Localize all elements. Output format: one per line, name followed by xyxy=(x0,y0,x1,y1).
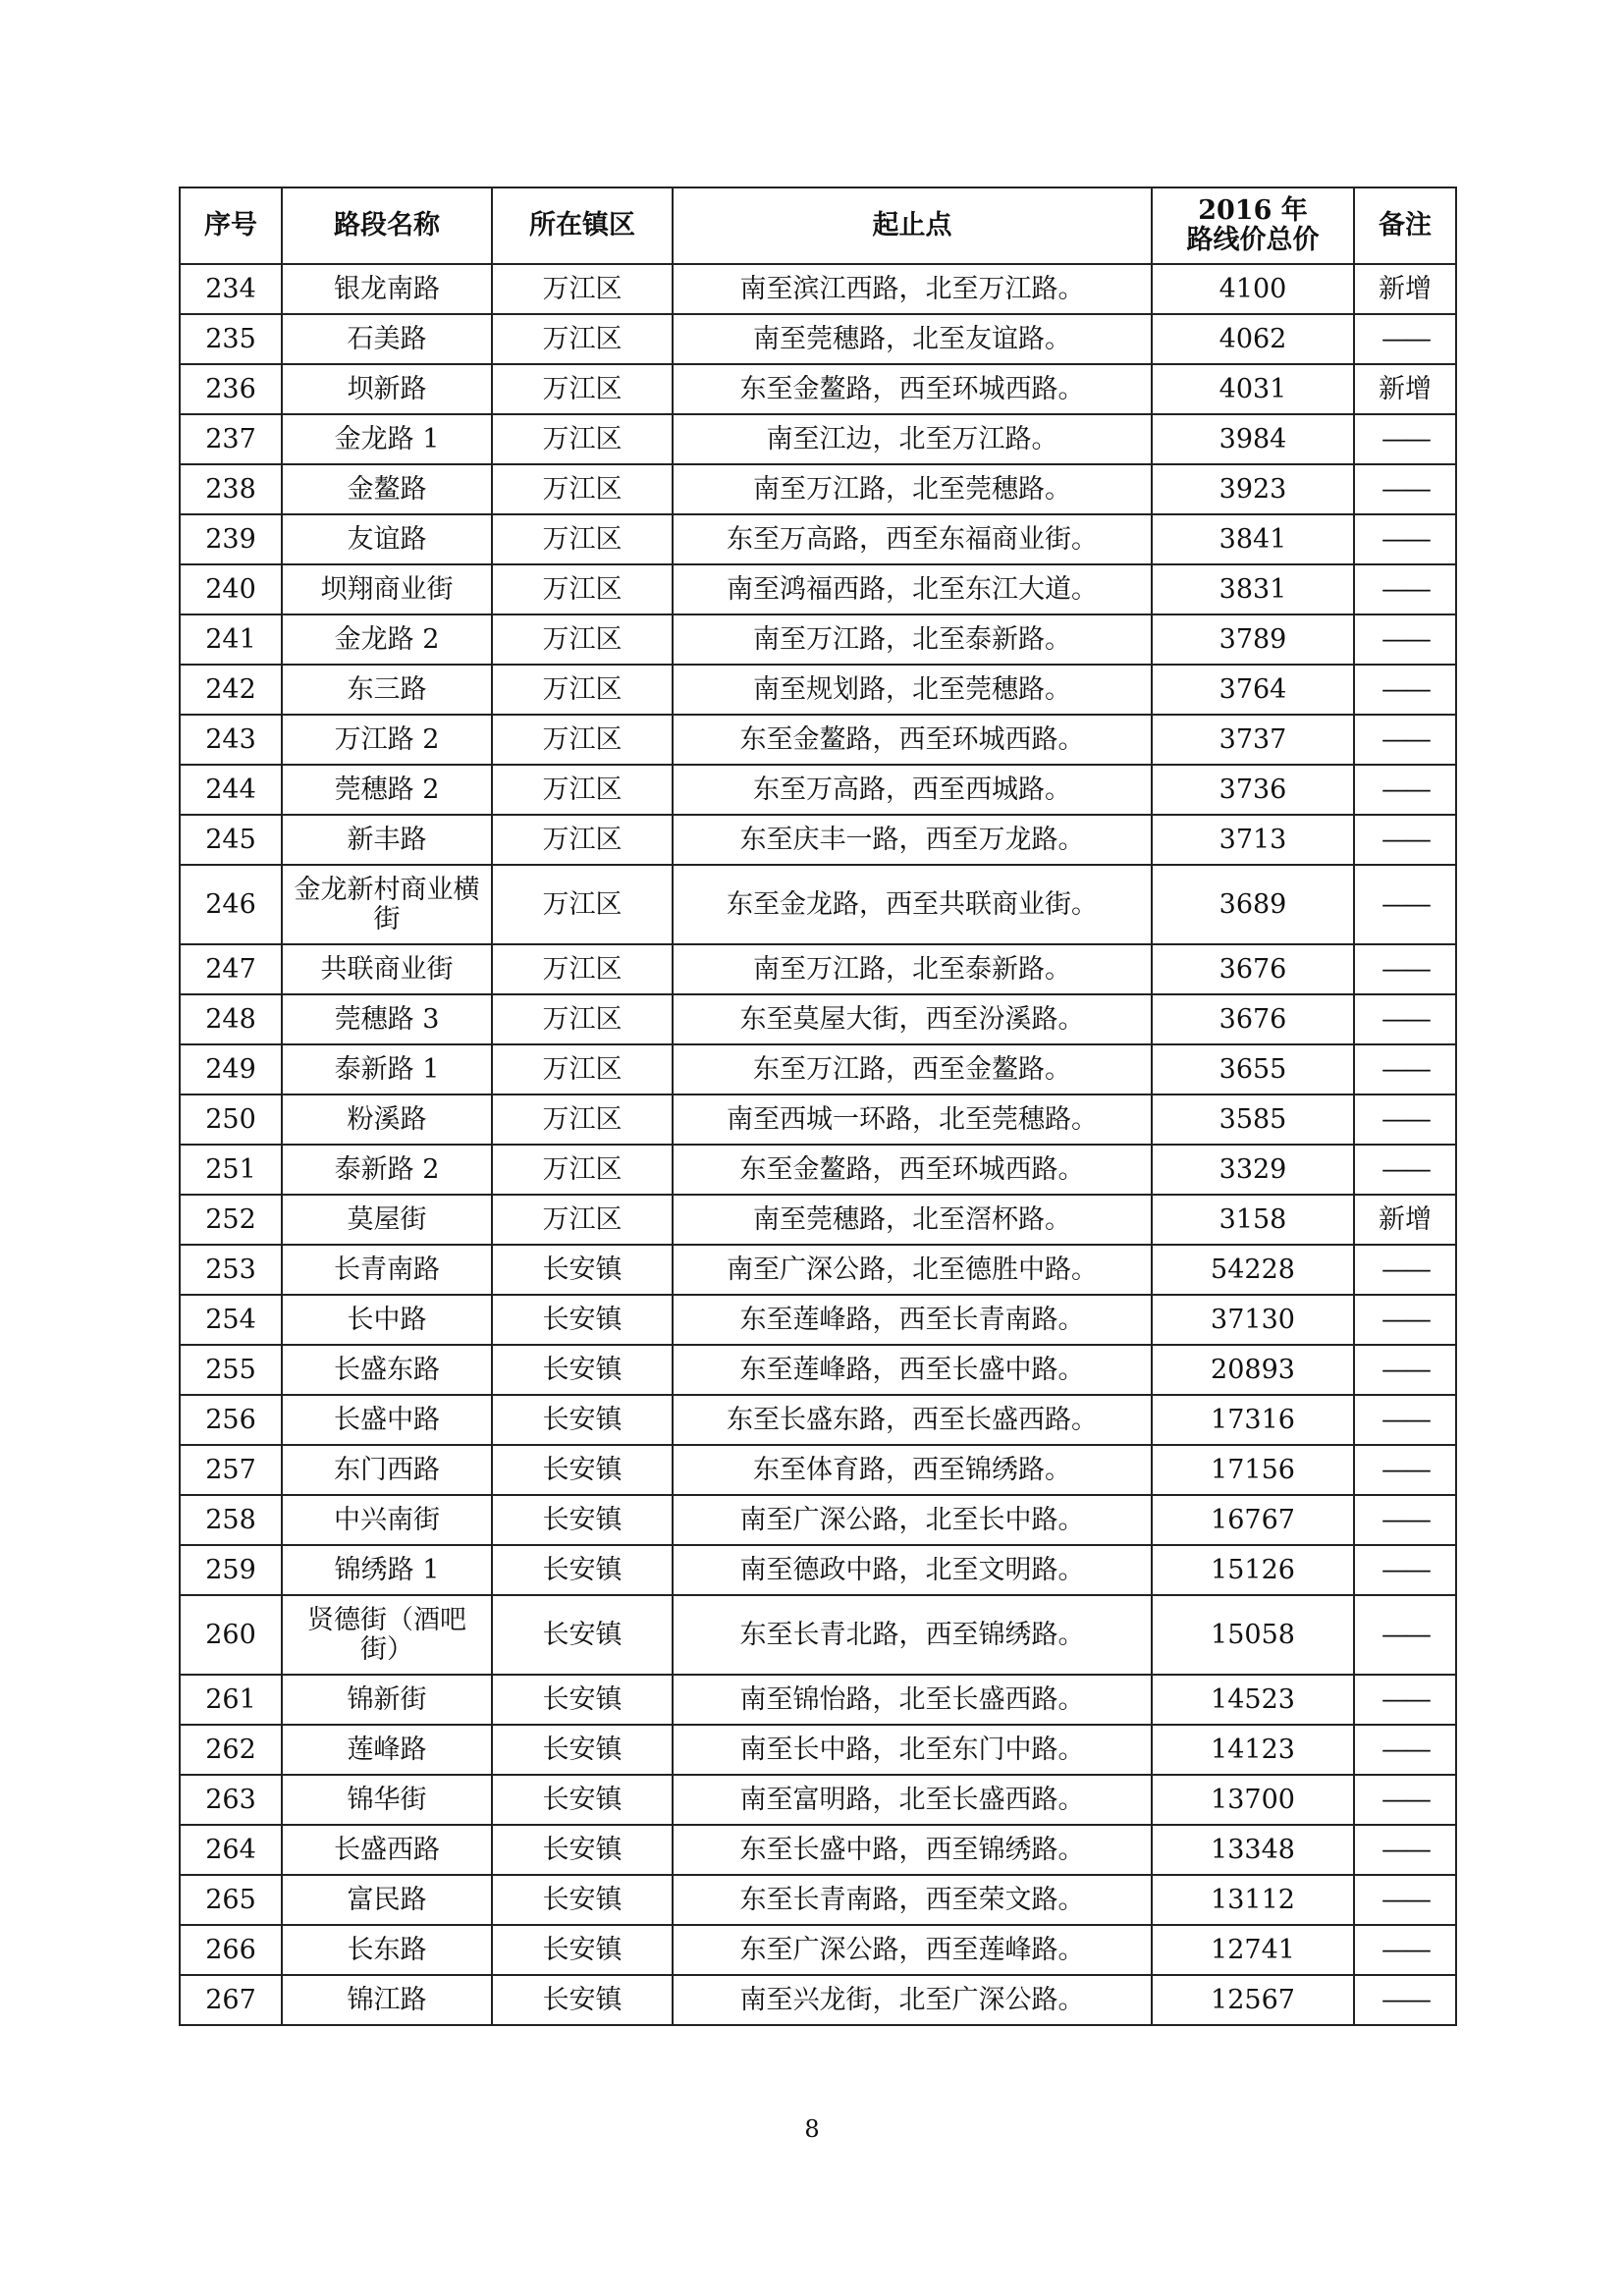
cell-note: —— xyxy=(1354,1245,1456,1295)
cell-price: 20893 xyxy=(1152,1345,1354,1395)
cell-price: 3737 xyxy=(1152,715,1354,765)
table-row xyxy=(180,1875,1456,1925)
table-row xyxy=(180,1825,1456,1875)
cell-start-end: 东至万高路，西至西城路。 xyxy=(673,765,1152,815)
table-row xyxy=(180,514,1456,564)
cell-start-end: 南至富明路，北至长盛西路。 xyxy=(673,1775,1152,1825)
cell-index: 250 xyxy=(180,1095,282,1145)
cell-index: 240 xyxy=(180,564,282,614)
cell-start-end: 南至德政中路，北至文明路。 xyxy=(673,1545,1152,1595)
cell-road-name: 东门西路 xyxy=(282,1445,492,1495)
header-price-year: 2016 年 xyxy=(1198,195,1308,226)
table-row xyxy=(180,1095,1456,1145)
cell-road-name: 长青南路 xyxy=(282,1245,492,1295)
cell-note: —— xyxy=(1354,665,1456,715)
cell-district: 万江区 xyxy=(492,1044,673,1095)
cell-index: 254 xyxy=(180,1295,282,1345)
cell-start-end: 东至金鳌路，西至环城西路。 xyxy=(673,1145,1152,1195)
cell-district: 万江区 xyxy=(492,264,673,314)
cell-district: 长安镇 xyxy=(492,1495,673,1545)
cell-price: 12741 xyxy=(1152,1925,1354,1975)
table-row xyxy=(180,464,1456,514)
cell-road-name: 泰新路 2 xyxy=(282,1145,492,1195)
cell-start-end: 东至庆丰一路，西至万龙路。 xyxy=(673,815,1152,865)
cell-start-end: 南至江边，北至万江路。 xyxy=(673,414,1152,464)
cell-index: 242 xyxy=(180,665,282,715)
cell-district: 万江区 xyxy=(492,994,673,1044)
cell-road-name: 友谊路 xyxy=(282,514,492,564)
table-row xyxy=(180,364,1456,414)
cell-start-end: 南至兴龙街，北至广深公路。 xyxy=(673,1975,1152,2025)
cell-district: 长安镇 xyxy=(492,1825,673,1875)
cell-index: 253 xyxy=(180,1245,282,1295)
table-row xyxy=(180,1975,1456,2025)
table-row xyxy=(180,1195,1456,1245)
cell-note: —— xyxy=(1354,1875,1456,1925)
cell-road-name: 锦华街 xyxy=(282,1775,492,1825)
cell-district: 长安镇 xyxy=(492,1725,673,1775)
cell-district: 万江区 xyxy=(492,364,673,414)
table-row xyxy=(180,1595,1456,1675)
cell-note: —— xyxy=(1354,865,1456,944)
cell-district: 长安镇 xyxy=(492,1675,673,1725)
cell-note: —— xyxy=(1354,314,1456,364)
cell-index: 234 xyxy=(180,264,282,314)
cell-price: 3831 xyxy=(1152,564,1354,614)
cell-index: 248 xyxy=(180,994,282,1044)
table-row xyxy=(180,1445,1456,1495)
cell-road-name: 长中路 xyxy=(282,1295,492,1345)
cell-price: 37130 xyxy=(1152,1295,1354,1345)
cell-price: 3655 xyxy=(1152,1044,1354,1095)
header-price xyxy=(1152,187,1354,264)
cell-price: 3736 xyxy=(1152,765,1354,815)
cell-start-end: 东至金龙路，西至共联商业街。 xyxy=(673,865,1152,944)
cell-start-end: 南至万江路，北至泰新路。 xyxy=(673,944,1152,994)
cell-district: 长安镇 xyxy=(492,1245,673,1295)
cell-start-end: 东至莲峰路，西至长青南路。 xyxy=(673,1295,1152,1345)
header-start-end: 起止点 xyxy=(673,187,1152,264)
cell-start-end: 东至长盛中路，西至锦绣路。 xyxy=(673,1825,1152,1875)
cell-road-name: 万江路 2 xyxy=(282,715,492,765)
table-row xyxy=(180,564,1456,614)
cell-district: 万江区 xyxy=(492,815,673,865)
table-body xyxy=(180,264,1456,2025)
cell-price: 13700 xyxy=(1152,1775,1354,1825)
cell-note: 新增 xyxy=(1354,264,1456,314)
table-row xyxy=(180,1295,1456,1345)
cell-index: 249 xyxy=(180,1044,282,1095)
cell-index: 255 xyxy=(180,1345,282,1395)
cell-road-name: 锦新街 xyxy=(282,1675,492,1725)
road-price-table xyxy=(179,187,1457,2026)
cell-note: —— xyxy=(1354,1545,1456,1595)
cell-road-name: 贤德街（酒吧街） xyxy=(282,1595,492,1675)
cell-road-name: 中兴南街 xyxy=(282,1495,492,1545)
cell-road-name: 石美路 xyxy=(282,314,492,364)
cell-price: 15126 xyxy=(1152,1545,1354,1595)
table-row xyxy=(180,865,1456,944)
cell-index: 235 xyxy=(180,314,282,364)
cell-district: 长安镇 xyxy=(492,1345,673,1395)
table-row xyxy=(180,314,1456,364)
cell-road-name: 莞穗路 3 xyxy=(282,994,492,1044)
cell-start-end: 南至莞穗路，北至滘杯路。 xyxy=(673,1195,1152,1245)
cell-price: 3689 xyxy=(1152,865,1354,944)
cell-index: 257 xyxy=(180,1445,282,1495)
cell-note: —— xyxy=(1354,614,1456,665)
table-row xyxy=(180,1495,1456,1545)
cell-district: 万江区 xyxy=(492,665,673,715)
cell-road-name: 莫屋街 xyxy=(282,1195,492,1245)
cell-price: 3713 xyxy=(1152,815,1354,865)
cell-district: 万江区 xyxy=(492,765,673,815)
cell-start-end: 南至广深公路，北至长中路。 xyxy=(673,1495,1152,1545)
cell-start-end: 东至莲峰路，西至长盛中路。 xyxy=(673,1345,1152,1395)
cell-note: —— xyxy=(1354,1595,1456,1675)
table-row xyxy=(180,815,1456,865)
cell-price: 3984 xyxy=(1152,414,1354,464)
table-row xyxy=(180,1675,1456,1725)
cell-road-name: 泰新路 1 xyxy=(282,1044,492,1095)
cell-price: 16767 xyxy=(1152,1495,1354,1545)
cell-district: 万江区 xyxy=(492,464,673,514)
cell-note: —— xyxy=(1354,1345,1456,1395)
cell-district: 长安镇 xyxy=(492,1775,673,1825)
cell-road-name: 锦江路 xyxy=(282,1975,492,2025)
cell-start-end: 东至金鳌路，西至环城西路。 xyxy=(673,715,1152,765)
cell-index: 258 xyxy=(180,1495,282,1545)
cell-start-end: 南至万江路，北至泰新路。 xyxy=(673,614,1152,665)
cell-price: 3158 xyxy=(1152,1195,1354,1245)
cell-index: 263 xyxy=(180,1775,282,1825)
cell-index: 238 xyxy=(180,464,282,514)
cell-district: 长安镇 xyxy=(492,1925,673,1975)
table-row xyxy=(180,994,1456,1044)
cell-price: 12567 xyxy=(1152,1975,1354,2025)
cell-start-end: 东至长盛东路，西至长盛西路。 xyxy=(673,1395,1152,1445)
cell-note: —— xyxy=(1354,715,1456,765)
cell-index: 256 xyxy=(180,1395,282,1445)
table-row xyxy=(180,414,1456,464)
cell-price: 13112 xyxy=(1152,1875,1354,1925)
table-row xyxy=(180,1145,1456,1195)
cell-note: —— xyxy=(1354,1675,1456,1725)
cell-price: 3764 xyxy=(1152,665,1354,715)
cell-road-name: 粉溪路 xyxy=(282,1095,492,1145)
cell-start-end: 南至滨江西路，北至万江路。 xyxy=(673,264,1152,314)
cell-start-end: 南至广深公路，北至德胜中路。 xyxy=(673,1245,1152,1295)
cell-index: 262 xyxy=(180,1725,282,1775)
table-row xyxy=(180,1044,1456,1095)
cell-road-name: 长盛东路 xyxy=(282,1345,492,1395)
cell-price: 3841 xyxy=(1152,514,1354,564)
cell-start-end: 东至长青北路，西至锦绣路。 xyxy=(673,1595,1152,1675)
cell-road-name: 银龙南路 xyxy=(282,264,492,314)
cell-road-name: 锦绣路 1 xyxy=(282,1545,492,1595)
cell-index: 236 xyxy=(180,364,282,414)
table-row xyxy=(180,944,1456,994)
cell-note: —— xyxy=(1354,414,1456,464)
cell-price: 3329 xyxy=(1152,1145,1354,1195)
header-index: 序号 xyxy=(180,187,282,264)
table-row xyxy=(180,1775,1456,1825)
cell-district: 万江区 xyxy=(492,1145,673,1195)
cell-road-name: 长盛西路 xyxy=(282,1825,492,1875)
cell-note: —— xyxy=(1354,1775,1456,1825)
cell-start-end: 东至体育路，西至锦绣路。 xyxy=(673,1445,1152,1495)
cell-district: 万江区 xyxy=(492,564,673,614)
cell-note: 新增 xyxy=(1354,364,1456,414)
cell-road-name: 长盛中路 xyxy=(282,1395,492,1445)
cell-index: 260 xyxy=(180,1595,282,1675)
cell-index: 247 xyxy=(180,944,282,994)
cell-district: 万江区 xyxy=(492,865,673,944)
cell-district: 万江区 xyxy=(492,514,673,564)
cell-district: 万江区 xyxy=(492,1095,673,1145)
table-row xyxy=(180,1395,1456,1445)
cell-district: 长安镇 xyxy=(492,1595,673,1675)
cell-district: 长安镇 xyxy=(492,1295,673,1345)
cell-start-end: 南至西城一环路，北至莞穗路。 xyxy=(673,1095,1152,1145)
cell-price: 4062 xyxy=(1152,314,1354,364)
cell-price: 3676 xyxy=(1152,944,1354,994)
cell-road-name: 莞穗路 2 xyxy=(282,765,492,815)
cell-note: —— xyxy=(1354,1095,1456,1145)
cell-start-end: 南至鸿福西路，北至东江大道。 xyxy=(673,564,1152,614)
cell-note: —— xyxy=(1354,994,1456,1044)
cell-price: 54228 xyxy=(1152,1245,1354,1295)
cell-index: 241 xyxy=(180,614,282,665)
cell-start-end: 南至万江路，北至莞穗路。 xyxy=(673,464,1152,514)
cell-note: —— xyxy=(1354,1975,1456,2025)
cell-index: 244 xyxy=(180,765,282,815)
cell-note: 新增 xyxy=(1354,1195,1456,1245)
cell-note: —— xyxy=(1354,464,1456,514)
cell-price: 14523 xyxy=(1152,1675,1354,1725)
cell-district: 长安镇 xyxy=(492,1975,673,2025)
cell-road-name: 富民路 xyxy=(282,1875,492,1925)
cell-start-end: 东至广深公路，西至莲峰路。 xyxy=(673,1925,1152,1975)
cell-start-end: 南至锦怡路，北至长盛西路。 xyxy=(673,1675,1152,1725)
cell-district: 长安镇 xyxy=(492,1545,673,1595)
cell-price: 4100 xyxy=(1152,264,1354,314)
cell-note: —— xyxy=(1354,815,1456,865)
cell-index: 243 xyxy=(180,715,282,765)
cell-price: 3923 xyxy=(1152,464,1354,514)
table-row xyxy=(180,1725,1456,1775)
table-row xyxy=(180,264,1456,314)
table-row xyxy=(180,715,1456,765)
cell-district: 长安镇 xyxy=(492,1395,673,1445)
cell-price: 15058 xyxy=(1152,1595,1354,1675)
cell-price: 3789 xyxy=(1152,614,1354,665)
cell-start-end: 东至万江路，西至金鳌路。 xyxy=(673,1044,1152,1095)
cell-road-name: 坝新路 xyxy=(282,364,492,414)
table-row xyxy=(180,1545,1456,1595)
cell-note: —— xyxy=(1354,944,1456,994)
cell-index: 252 xyxy=(180,1195,282,1245)
header-price-label: 路线价总价 xyxy=(1186,225,1320,255)
cell-road-name: 莲峰路 xyxy=(282,1725,492,1775)
cell-price: 17316 xyxy=(1152,1395,1354,1445)
cell-index: 261 xyxy=(180,1675,282,1725)
table-row xyxy=(180,1245,1456,1295)
cell-index: 259 xyxy=(180,1545,282,1595)
cell-price: 13348 xyxy=(1152,1825,1354,1875)
cell-note: —— xyxy=(1354,514,1456,564)
cell-district: 万江区 xyxy=(492,414,673,464)
cell-note: —— xyxy=(1354,1445,1456,1495)
cell-price: 17156 xyxy=(1152,1445,1354,1495)
cell-price: 3585 xyxy=(1152,1095,1354,1145)
cell-note: —— xyxy=(1354,1044,1456,1095)
table-header-row xyxy=(180,187,1456,264)
cell-start-end: 东至万高路，西至东福商业街。 xyxy=(673,514,1152,564)
cell-start-end: 南至莞穗路，北至友谊路。 xyxy=(673,314,1152,364)
cell-price: 3676 xyxy=(1152,994,1354,1044)
cell-index: 264 xyxy=(180,1825,282,1875)
cell-district: 万江区 xyxy=(492,314,673,364)
cell-start-end: 东至金鳌路，西至环城西路。 xyxy=(673,364,1152,414)
cell-road-name: 坝翔商业街 xyxy=(282,564,492,614)
cell-start-end: 南至长中路，北至东门中路。 xyxy=(673,1725,1152,1775)
header-note: 备注 xyxy=(1354,187,1456,264)
cell-district: 万江区 xyxy=(492,1195,673,1245)
cell-price: 4031 xyxy=(1152,364,1354,414)
header-district: 所在镇区 xyxy=(492,187,673,264)
cell-note: —— xyxy=(1354,1145,1456,1195)
cell-road-name: 新丰路 xyxy=(282,815,492,865)
cell-index: 246 xyxy=(180,865,282,944)
cell-district: 万江区 xyxy=(492,944,673,994)
cell-road-name: 金鳌路 xyxy=(282,464,492,514)
cell-road-name: 金龙新村商业横街 xyxy=(282,865,492,944)
cell-index: 265 xyxy=(180,1875,282,1925)
table-row xyxy=(180,765,1456,815)
cell-note: —— xyxy=(1354,1725,1456,1775)
cell-index: 267 xyxy=(180,1975,282,2025)
cell-note: —— xyxy=(1354,1925,1456,1975)
page-number: 8 xyxy=(804,2115,820,2143)
cell-road-name: 东三路 xyxy=(282,665,492,715)
cell-price: 14123 xyxy=(1152,1725,1354,1775)
cell-start-end: 东至长青南路，西至荣文路。 xyxy=(673,1875,1152,1925)
cell-road-name: 金龙路 1 xyxy=(282,414,492,464)
cell-district: 万江区 xyxy=(492,715,673,765)
cell-start-end: 南至规划路，北至莞穗路。 xyxy=(673,665,1152,715)
cell-note: —— xyxy=(1354,1395,1456,1445)
cell-road-name: 长东路 xyxy=(282,1925,492,1975)
table-row xyxy=(180,1345,1456,1395)
cell-district: 长安镇 xyxy=(492,1875,673,1925)
cell-note: —— xyxy=(1354,765,1456,815)
cell-note: —— xyxy=(1354,1825,1456,1875)
cell-index: 237 xyxy=(180,414,282,464)
table-row xyxy=(180,614,1456,665)
cell-road-name: 共联商业街 xyxy=(282,944,492,994)
cell-road-name: 金龙路 2 xyxy=(282,614,492,665)
cell-index: 266 xyxy=(180,1925,282,1975)
cell-index: 245 xyxy=(180,815,282,865)
cell-note: —— xyxy=(1354,1495,1456,1545)
cell-index: 239 xyxy=(180,514,282,564)
cell-district: 万江区 xyxy=(492,614,673,665)
table-row xyxy=(180,665,1456,715)
cell-start-end: 东至莫屋大街，西至汾溪路。 xyxy=(673,994,1152,1044)
cell-index: 251 xyxy=(180,1145,282,1195)
cell-note: —— xyxy=(1354,564,1456,614)
table-row xyxy=(180,1925,1456,1975)
header-road-name: 路段名称 xyxy=(282,187,492,264)
cell-note: —— xyxy=(1354,1295,1456,1345)
cell-district: 长安镇 xyxy=(492,1445,673,1495)
